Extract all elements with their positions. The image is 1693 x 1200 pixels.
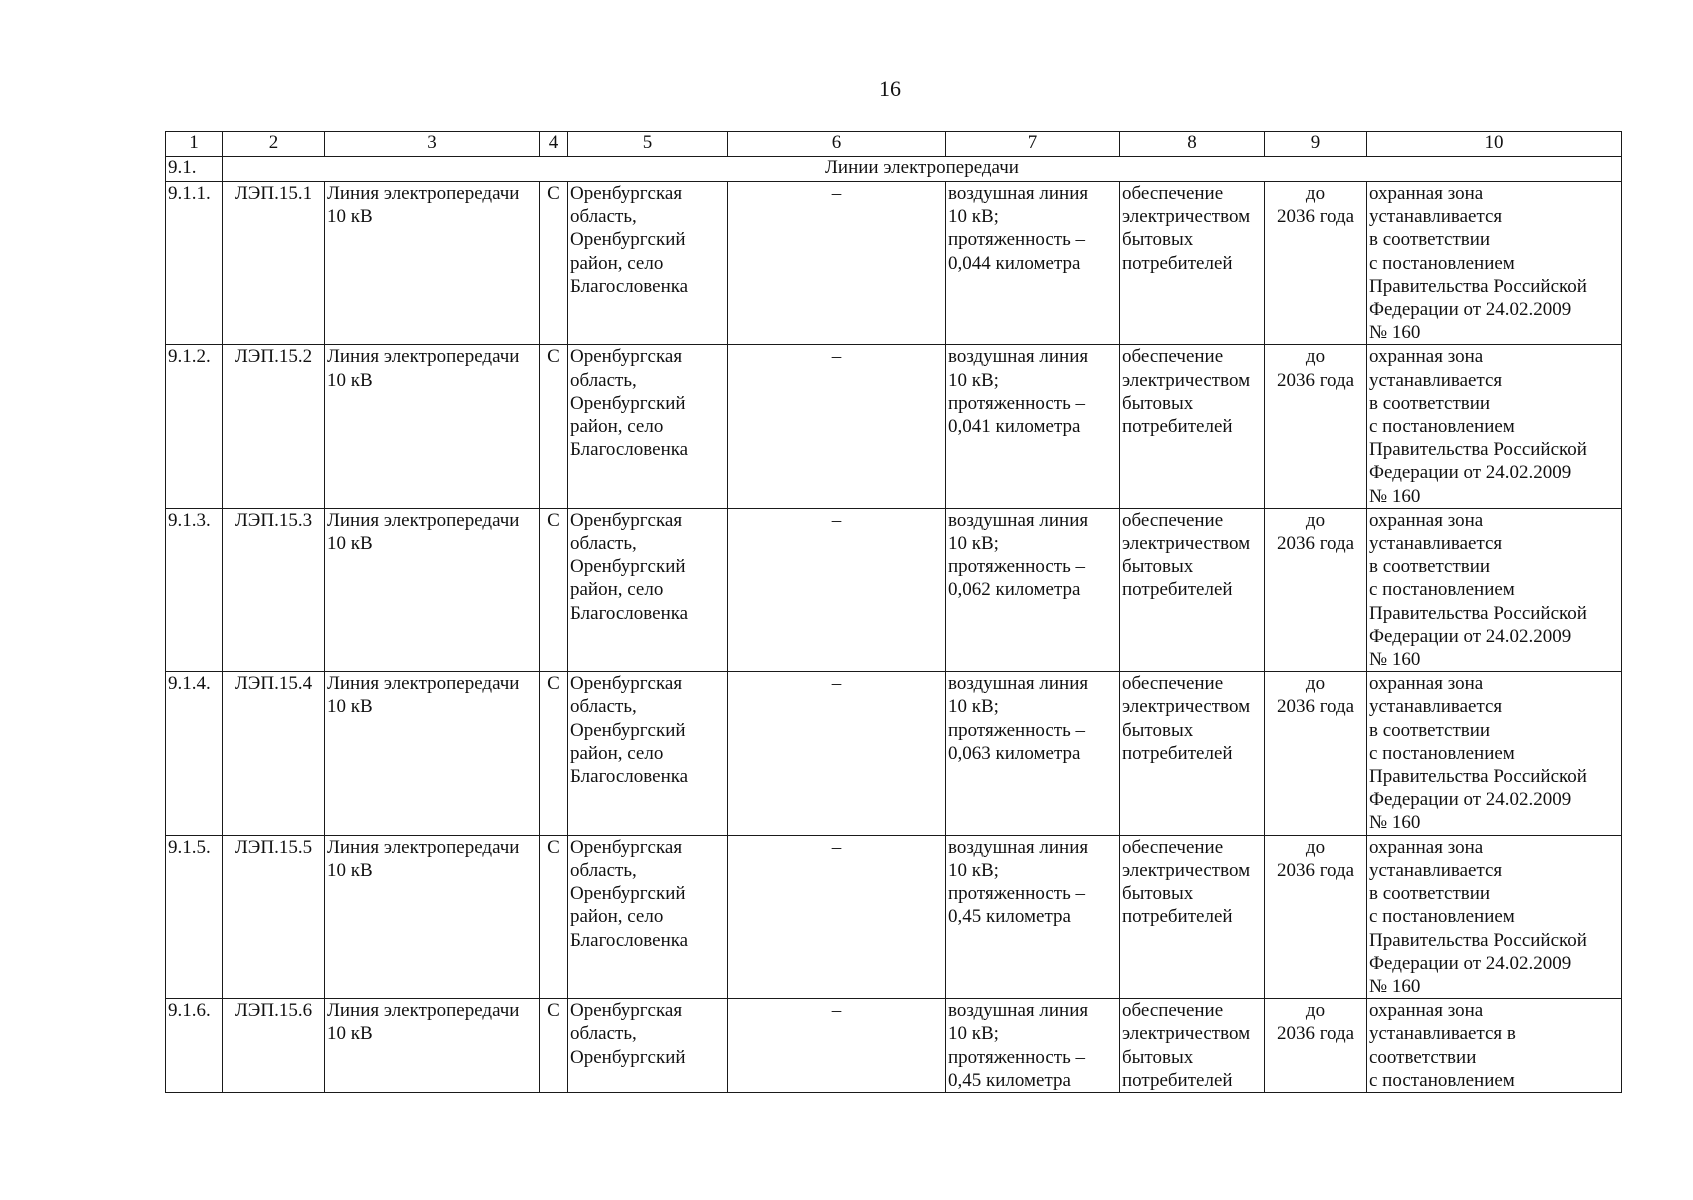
status-cell [540, 999, 568, 1093]
object-purpose: обеспечение электричеством бытовых потребителей [1122, 673, 1251, 764]
section-row [166, 157, 1622, 182]
term-cell [1265, 672, 1367, 835]
object-status: С [547, 1000, 560, 1022]
row-number: 9.1.4. [168, 673, 211, 695]
purpose-cell [1120, 508, 1265, 671]
column-number-row [166, 132, 1622, 157]
section-title: Линии электропередачи [223, 157, 1622, 182]
location-cell [568, 835, 728, 998]
row-number-cell [166, 835, 223, 998]
zone-description: охранная зона устанавливается в соответствии с постановлением Правительства Российской Федерации от 24.02.2009 № 160 [1369, 346, 1587, 507]
column-6-cell [728, 835, 946, 998]
location-cell [568, 508, 728, 671]
zone-description: охранная зона устанавливается в соответствии с постановлением Правительства Российской Федерации от 24.02.2009 № 160 [1369, 836, 1587, 997]
object-code-cell [223, 345, 325, 508]
status-cell [540, 835, 568, 998]
object-location: Оренбургская область, Оренбургский район, село Благословенка [570, 836, 689, 951]
table-row [166, 508, 1622, 671]
column-6-cell [728, 508, 946, 671]
column-number: 2 [223, 132, 325, 157]
object-name-cell [325, 672, 540, 835]
column-number: 4 [540, 132, 568, 157]
object-characteristics: воздушная линия 10 кВ; протяженность – 0,041 километра [948, 346, 1089, 438]
implementation-term: до 2036 года [1276, 346, 1355, 391]
object-name: Линия электропередачи 10 кВ [327, 183, 520, 228]
location-cell [568, 999, 728, 1093]
object-name-cell [325, 999, 540, 1093]
object-location: Оренбургская область, Оренбургский район, село Благословенка [570, 673, 689, 788]
object-status: С [547, 509, 560, 531]
object-location: Оренбургская область, Оренбургский [570, 1000, 686, 1068]
object-name: Линия электропередачи 10 кВ [327, 673, 520, 718]
object-code-cell [223, 672, 325, 835]
object-name-cell [325, 835, 540, 998]
purpose-cell [1120, 999, 1265, 1093]
object-name: Линия электропередачи 10 кВ [327, 836, 520, 881]
implementation-term: до 2036 года [1276, 836, 1355, 881]
row-number-cell [166, 999, 223, 1093]
implementation-term: до 2036 года [1276, 673, 1355, 718]
object-purpose: обеспечение электричеством бытовых потребителей [1122, 509, 1251, 601]
object-name-cell [325, 508, 540, 671]
purpose-cell [1120, 672, 1265, 835]
object-characteristics: воздушная линия 10 кВ; протяженность – 0,062 километра [948, 509, 1089, 601]
object-purpose: обеспечение электричеством бытовых потребителей [1122, 1000, 1251, 1091]
row-number-cell [166, 182, 223, 345]
implementation-term: до 2036 года [1276, 1000, 1355, 1045]
term-cell [1265, 508, 1367, 671]
zone-description: охранная зона устанавливается в соответствии с постановлением Правительства Российской Федерации от 24.02.2009 № 160 [1369, 509, 1587, 671]
object-code: ЛЭП.15.1 [234, 183, 313, 204]
zone-description: охранная зона устанавливается в соответствии с постановлением Правительства Российской Федерации от 24.02.2009 № 160 [1369, 673, 1587, 834]
object-code-cell [223, 508, 325, 671]
status-cell [540, 345, 568, 508]
term-cell [1265, 345, 1367, 508]
object-purpose: обеспечение электричеством бытовых потребителей [1122, 183, 1251, 274]
zone-cell [1367, 345, 1622, 508]
row-number-cell [166, 508, 223, 671]
column-6-cell [728, 182, 946, 345]
zone-cell [1367, 999, 1622, 1093]
registry-table [165, 131, 1622, 1093]
column-number: 6 [728, 132, 946, 157]
object-name-cell [325, 345, 540, 508]
page-number: 16 [879, 76, 901, 101]
location-cell [568, 672, 728, 835]
object-characteristics: воздушная линия 10 кВ; протяженность – 0,45 километра [948, 1000, 1089, 1091]
object-location: Оренбургская область, Оренбургский район, село Благословенка [570, 509, 689, 624]
object-location: Оренбургская область, Оренбургский район, село Благословенка [570, 183, 689, 297]
object-status: С [547, 673, 560, 695]
object-status: С [547, 183, 560, 204]
object-name: Линия электропередачи 10 кВ [327, 346, 520, 391]
object-name: Линия электропередачи 10 кВ [327, 1000, 520, 1045]
purpose-cell [1120, 835, 1265, 998]
object-status: С [547, 836, 560, 858]
column-number: 8 [1120, 132, 1265, 157]
object-code-cell [223, 999, 325, 1093]
row-number: 9.1.6. [168, 1000, 211, 1022]
implementation-term: до 2036 года [1276, 509, 1355, 555]
column-6-cell [728, 999, 946, 1093]
column-6-value: – [831, 183, 842, 204]
term-cell [1265, 182, 1367, 345]
object-characteristics: воздушная линия 10 кВ; протяженность – 0,044 километра [948, 183, 1089, 274]
status-cell [540, 508, 568, 671]
term-cell [1265, 999, 1367, 1093]
term-cell [1265, 835, 1367, 998]
column-6-value: – [831, 509, 842, 531]
object-location: Оренбургская область, Оренбургский район, село Благословенка [570, 346, 689, 461]
purpose-cell [1120, 182, 1265, 345]
zone-description: охранная зона устанавливается в соответствии с постановлением [1369, 1000, 1516, 1091]
column-number: 3 [325, 132, 540, 157]
object-code: ЛЭП.15.5 [234, 836, 313, 858]
object-code: ЛЭП.15.3 [234, 509, 313, 531]
location-cell [568, 345, 728, 508]
characteristics-cell [946, 999, 1120, 1093]
zone-cell [1367, 182, 1622, 345]
object-code-cell [223, 835, 325, 998]
object-code: ЛЭП.15.4 [234, 673, 313, 695]
object-code: ЛЭП.15.6 [234, 1000, 313, 1022]
column-number: 7 [946, 132, 1120, 157]
implementation-term: до 2036 года [1276, 183, 1355, 228]
table-row [166, 999, 1622, 1093]
table-row [166, 182, 1622, 345]
section-number: 9.1. [166, 157, 223, 182]
row-number: 9.1.3. [168, 509, 211, 531]
row-number-cell [166, 672, 223, 835]
status-cell [540, 672, 568, 835]
column-6-value: – [831, 673, 842, 695]
object-characteristics: воздушная линия 10 кВ; протяженность – 0,45 километра [948, 836, 1089, 928]
column-number: 10 [1367, 132, 1622, 157]
status-cell [540, 182, 568, 345]
characteristics-cell [946, 182, 1120, 345]
column-6-cell [728, 672, 946, 835]
table-row [166, 345, 1622, 508]
table-row [166, 835, 1622, 998]
row-number-cell [166, 345, 223, 508]
zone-description: охранная зона устанавливается в соответствии с постановлением Правительства Российской Федерации от 24.02.2009 № 160 [1369, 183, 1587, 344]
column-6-value: – [831, 1000, 842, 1022]
object-purpose: обеспечение электричеством бытовых потребителей [1122, 836, 1251, 928]
location-cell [568, 182, 728, 345]
characteristics-cell [946, 672, 1120, 835]
zone-cell [1367, 508, 1622, 671]
object-purpose: обеспечение электричеством бытовых потребителей [1122, 346, 1251, 438]
table-row [166, 672, 1622, 835]
characteristics-cell [946, 508, 1120, 671]
column-number: 1 [166, 132, 223, 157]
purpose-cell [1120, 345, 1265, 508]
column-6-value: – [831, 836, 842, 858]
object-code: ЛЭП.15.2 [234, 346, 313, 368]
zone-cell [1367, 672, 1622, 835]
column-6-value: – [831, 346, 842, 368]
column-6-cell [728, 345, 946, 508]
characteristics-cell [946, 345, 1120, 508]
object-status: С [547, 346, 560, 368]
object-name-cell [325, 182, 540, 345]
characteristics-cell [946, 835, 1120, 998]
column-number: 5 [568, 132, 728, 157]
zone-cell [1367, 835, 1622, 998]
column-number: 9 [1265, 132, 1367, 157]
row-number: 9.1.2. [168, 346, 211, 368]
row-number: 9.1.1. [168, 183, 211, 204]
object-code-cell [223, 182, 325, 345]
row-number: 9.1.5. [168, 836, 211, 858]
object-characteristics: воздушная линия 10 кВ; протяженность – 0,063 километра [948, 673, 1089, 764]
object-name: Линия электропередачи 10 кВ [327, 509, 520, 555]
